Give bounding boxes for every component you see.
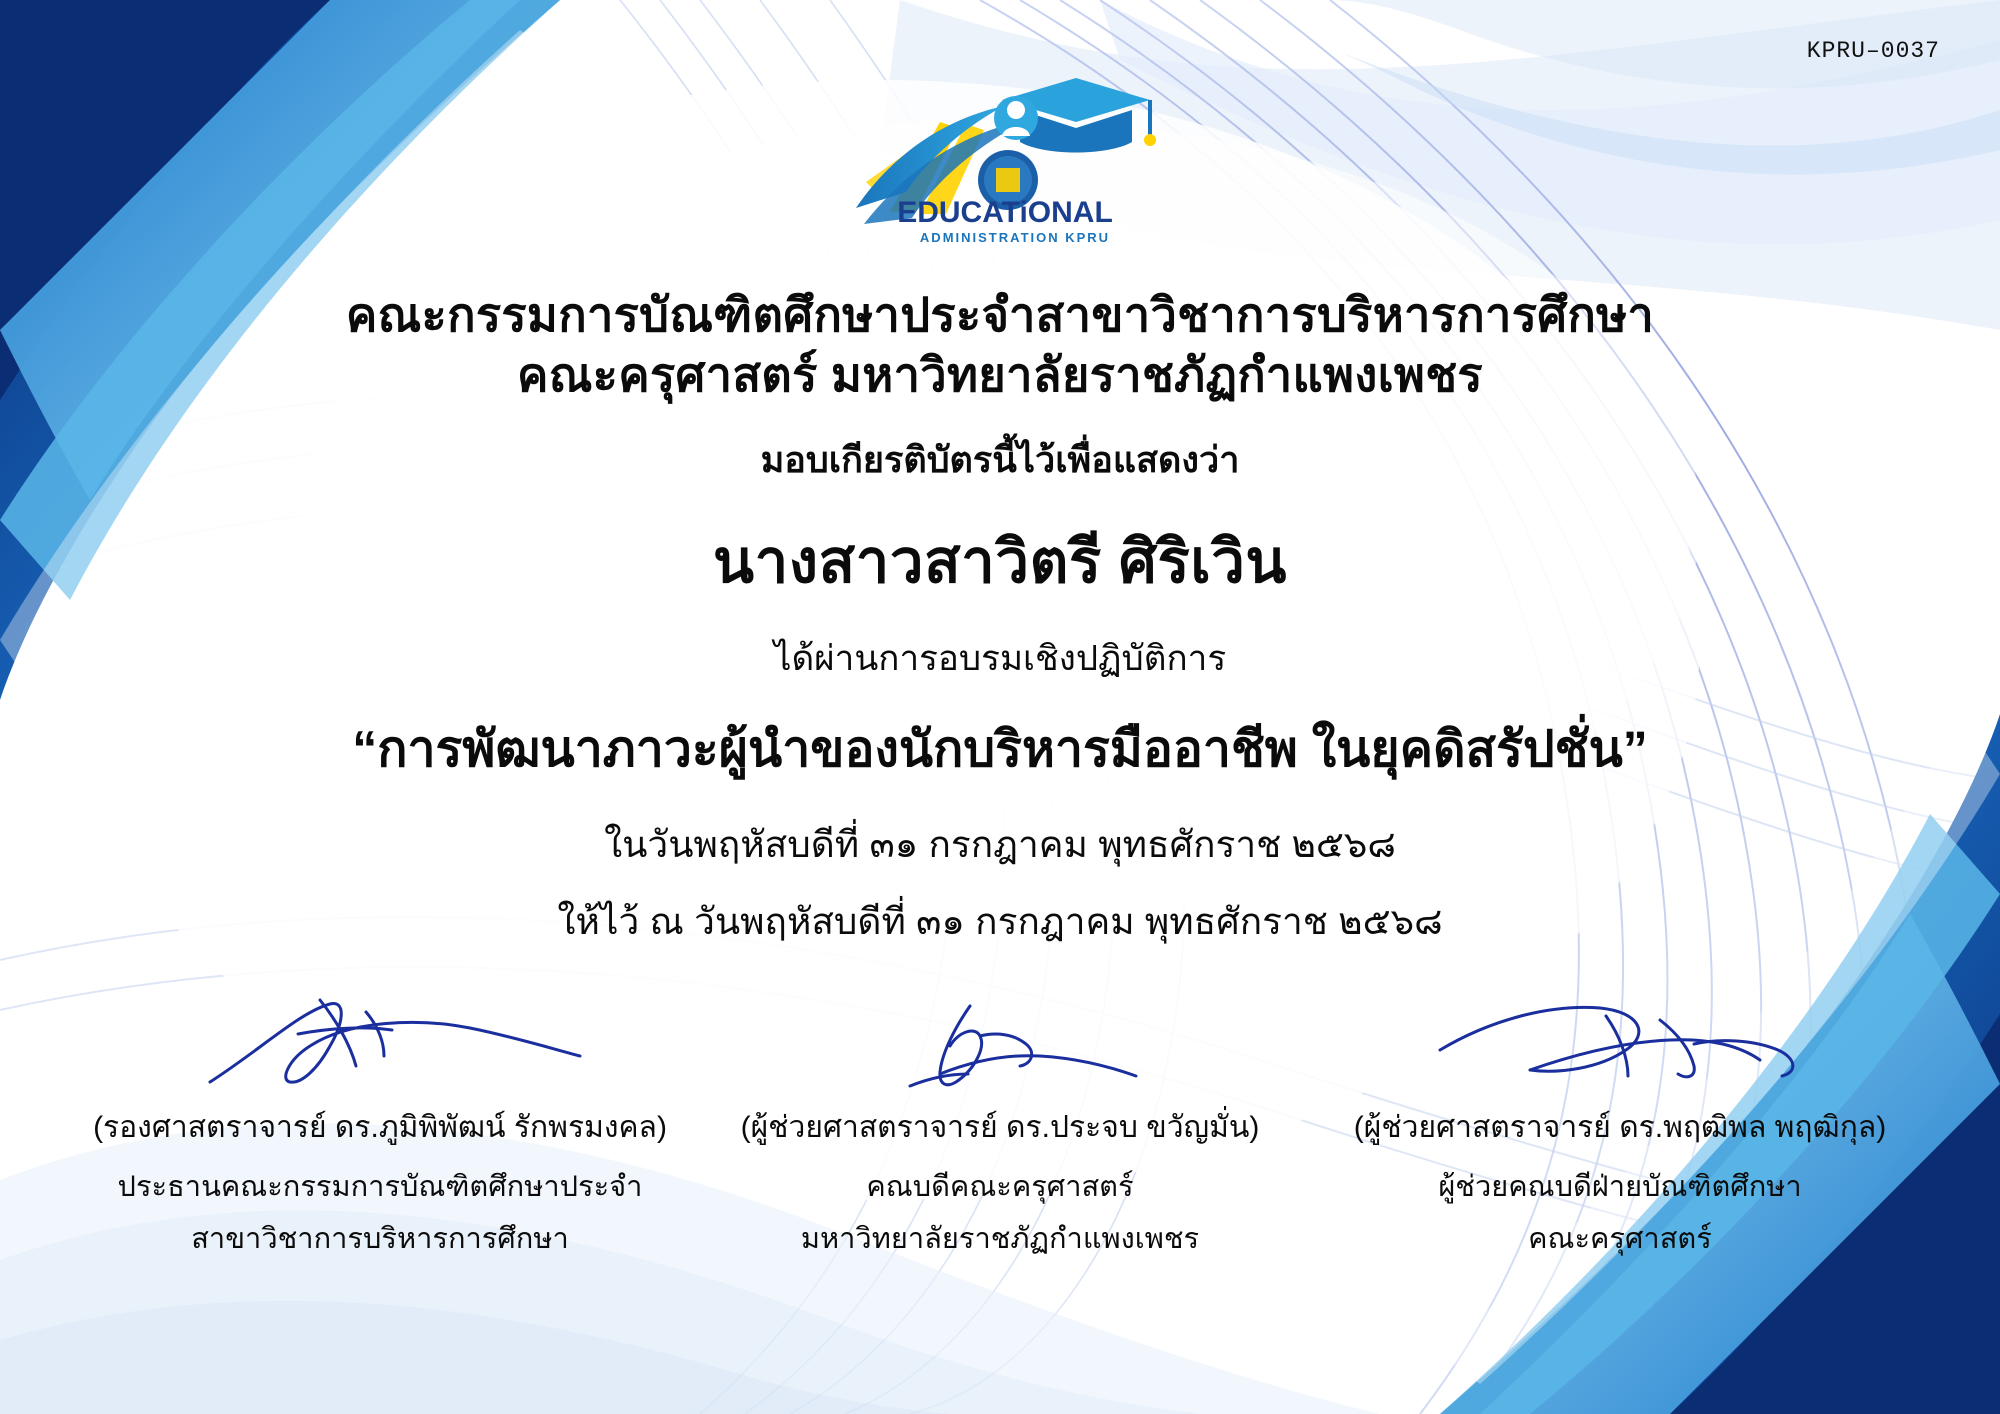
signature-name-1: (รองศาสตราจารย์ ดร.ภูมิพิพัฒน์ รักพรมงคล): [93, 1111, 667, 1144]
signature-block-3: [1310, 990, 1930, 1261]
signature-image-3: [1310, 990, 1930, 1100]
award-statement: มอบเกียรติบัตรนี้ไว้เพื่อแสดงว่า: [760, 439, 1240, 481]
certificate-code: KPRU–0037: [1806, 38, 1940, 64]
educational-administration-kpru-logo: [820, 62, 1180, 252]
signature-image-2: [690, 990, 1310, 1100]
signature-block-1: [70, 990, 690, 1261]
signature-name-3: (ผู้ช่วยศาสตราจารย์ ดร.พฤฒิพล พฤฒิกุล): [1353, 1111, 1887, 1144]
course-title: “การพัฒนาภาวะผู้นำของนักบริหารมืออาชีพ ในยุคดิสรัปชั่น”: [352, 721, 1648, 778]
signature-role-2-line-2: มหาวิทยาลัยราชภัฏกำแพงเพชร: [800, 1223, 1200, 1255]
logo-subtitle: ADMINISTRATION KPRU: [919, 230, 1111, 245]
signature-name-2: (ผู้ช่วยศาสตราจารย์ ดร.ประจบ ขวัญมั่น): [740, 1111, 1260, 1144]
signature-block-2: [690, 990, 1310, 1261]
signature-role-3-line-2: คณะครุศาสตร์: [1528, 1223, 1712, 1255]
organization-line-2: คณะครุศาสตร์ มหาวิทยาลัยราชภัฏกำแพงเพชร: [517, 348, 1483, 402]
issue-date: ให้ไว้ ณ วันพฤหัสบดีที่ ๓๑ กรกฎาคม พุทธศักราช ๒๕๖๘: [557, 901, 1443, 943]
organization-line-1: คณะกรรมการบัณฑิตศึกษาประจำสาขาวิชาการบริหารการศึกษา: [345, 288, 1655, 341]
signature-role-1-line-2: สาขาวิชาการบริหารการศึกษา: [191, 1223, 569, 1255]
signature-role-1-line-1: ประธานคณะกรรมการบัณฑิตศึกษาประจำ: [117, 1171, 643, 1203]
signature-role-2-line-1: คณบดีคณะครุศาสตร์: [866, 1171, 1134, 1203]
achievement-statement: ได้ผ่านการอบรมเชิงปฏิบัติการ: [773, 639, 1227, 679]
logo-title: EDUCATiONAL: [897, 196, 1113, 229]
signature-row: [0, 990, 2000, 1261]
signature-role-3-line-1: ผู้ช่วยคณบดีฝ่ายบัณฑิตศึกษา: [1438, 1171, 1802, 1203]
certificate-body: [0, 285, 2000, 951]
recipient-name: นางสาวสาวิตรี ศิริเวิน: [713, 528, 1287, 596]
signature-image-1: [70, 990, 690, 1100]
event-date: ในวันพฤหัสบดีที่ ๓๑ กรกฎาคม พุทธศักราช ๒๕๖๘: [604, 824, 1396, 866]
